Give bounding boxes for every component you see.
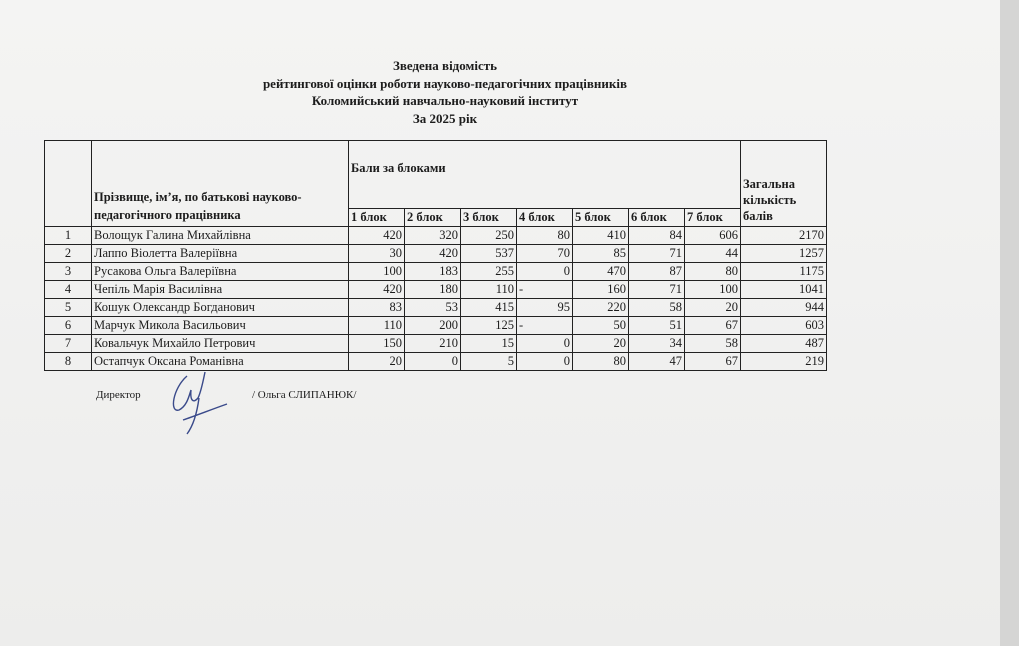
block-5-score: 410 [573, 227, 629, 245]
block-2-score: 180 [405, 281, 461, 299]
block-1-score: 20 [349, 353, 405, 371]
block-7-score: 44 [685, 245, 741, 263]
header-blocks-group: Бали за блоками [349, 141, 741, 209]
table-row [45, 335, 827, 353]
block-2-score: 320 [405, 227, 461, 245]
block-1-score: 100 [349, 263, 405, 281]
employee-name: Марчук Микола Васильович [92, 317, 349, 335]
block-2-score: 200 [405, 317, 461, 335]
block-7-score: 20 [685, 299, 741, 317]
title-line-4: За 2025 рік [412, 110, 478, 126]
block-6-score: 87 [629, 263, 685, 281]
total-score: 603 [741, 317, 827, 335]
block-1-score: 420 [349, 281, 405, 299]
block-4-score: 80 [517, 227, 573, 245]
block-6-score: 84 [629, 227, 685, 245]
block-7-score: 67 [685, 353, 741, 371]
director-label: Директор [96, 389, 141, 401]
block-7-score: 67 [685, 317, 741, 335]
block-6-score: 58 [629, 299, 685, 317]
block-5-score: 80 [573, 353, 629, 371]
block-6-score: 71 [629, 245, 685, 263]
block-3-score: 415 [461, 299, 517, 317]
block-3-score: 125 [461, 317, 517, 335]
block-1-score: 150 [349, 335, 405, 353]
block-5-score: 220 [573, 299, 629, 317]
block-5-score: 50 [573, 317, 629, 335]
block-7-score: 100 [685, 281, 741, 299]
header-block-2: 2 блок [405, 209, 461, 227]
block-4-score: 0 [517, 263, 573, 281]
total-score: 1257 [741, 245, 827, 263]
header-number [45, 141, 92, 227]
block-3-score: 255 [461, 263, 517, 281]
table-row [45, 317, 827, 335]
row-number: 1 [45, 227, 92, 245]
row-number: 6 [45, 317, 92, 335]
employee-name: Остапчук Оксана Романівна [92, 353, 349, 371]
block-4-score: 0 [517, 353, 573, 371]
block-4-score: 95 [517, 299, 573, 317]
block-1-score: 83 [349, 299, 405, 317]
table-row [45, 227, 827, 245]
header-block-7: 7 блок [685, 209, 741, 227]
total-score: 944 [741, 299, 827, 317]
block-6-score: 47 [629, 353, 685, 371]
title-line-2: рейтингової оцінки роботи науково-педагогічних працівників [262, 75, 628, 91]
block-6-score: 71 [629, 281, 685, 299]
signature-image [165, 368, 235, 440]
block-3-score: 110 [461, 281, 517, 299]
block-5-score: 85 [573, 245, 629, 263]
block-1-score: 30 [349, 245, 405, 263]
table-row [45, 245, 827, 263]
block-4-score: 70 [517, 245, 573, 263]
total-score: 219 [741, 353, 827, 371]
employee-name: Чепіль Марія Василівна [92, 281, 349, 299]
employee-name: Лаппо Віолетта Валеріївна [92, 245, 349, 263]
header-block-3: 3 блок [461, 209, 517, 227]
employee-name: Ковальчук Михайло Петрович [92, 335, 349, 353]
block-6-score: 51 [629, 317, 685, 335]
row-number: 5 [45, 299, 92, 317]
block-4-score: - [517, 281, 573, 299]
header-total: Загальна кількість балів [741, 141, 827, 227]
table-row [45, 353, 827, 371]
table-row [45, 263, 827, 281]
block-1-score: 420 [349, 227, 405, 245]
table-row [45, 299, 827, 317]
block-2-score: 53 [405, 299, 461, 317]
block-4-score: - [517, 317, 573, 335]
block-1-score: 110 [349, 317, 405, 335]
total-score: 487 [741, 335, 827, 353]
row-number: 8 [45, 353, 92, 371]
director-name: / Ольга СЛИПАНЮК/ [252, 389, 357, 401]
header-block-5: 5 блок [573, 209, 629, 227]
header-block-4: 4 блок [517, 209, 573, 227]
block-3-score: 5 [461, 353, 517, 371]
block-3-score: 537 [461, 245, 517, 263]
employee-name: Кошук Олександр Богданович [92, 299, 349, 317]
employee-name: Русакова Ольга Валеріївна [92, 263, 349, 281]
total-score: 2170 [741, 227, 827, 245]
employee-name: Волощук Галина Михайлівна [92, 227, 349, 245]
block-5-score: 20 [573, 335, 629, 353]
block-2-score: 210 [405, 335, 461, 353]
block-2-score: 183 [405, 263, 461, 281]
block-3-score: 15 [461, 335, 517, 353]
block-5-score: 160 [573, 281, 629, 299]
title-line-3: Коломийський навчально-науковий інститут [311, 93, 579, 108]
table-row [45, 281, 827, 299]
block-2-score: 0 [405, 353, 461, 371]
block-5-score: 470 [573, 263, 629, 281]
block-7-score: 606 [685, 227, 741, 245]
document-title [0, 57, 890, 127]
row-number: 2 [45, 245, 92, 263]
row-number: 3 [45, 263, 92, 281]
block-4-score: 0 [517, 335, 573, 353]
total-score: 1041 [741, 281, 827, 299]
row-number: 4 [45, 281, 92, 299]
block-7-score: 58 [685, 335, 741, 353]
block-6-score: 34 [629, 335, 685, 353]
header-block-6: 6 блок [629, 209, 685, 227]
title-line-1: Зведена відомість [392, 58, 498, 73]
block-7-score: 80 [685, 263, 741, 281]
header-block-1: 1 блок [349, 209, 405, 227]
block-3-score: 250 [461, 227, 517, 245]
rating-table [44, 140, 827, 371]
block-2-score: 420 [405, 245, 461, 263]
background-edge [1000, 0, 1019, 646]
row-number: 7 [45, 335, 92, 353]
header-name: Прізвище, ім’я, по батькові науково-педагогічного працівника [92, 141, 349, 227]
total-score: 1175 [741, 263, 827, 281]
